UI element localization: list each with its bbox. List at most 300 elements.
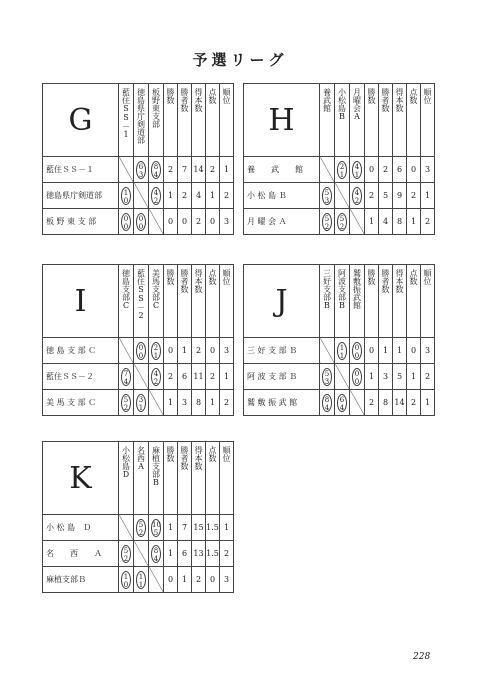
self-match-cell bbox=[350, 209, 365, 235]
self-match-cell bbox=[149, 567, 164, 593]
stat-point: 2 bbox=[192, 567, 206, 593]
match-points: 0 bbox=[354, 343, 360, 352]
stat-rank: 2 bbox=[220, 183, 234, 209]
stat-header bbox=[407, 84, 421, 157]
stat-score: 2 bbox=[206, 364, 220, 390]
match-result-cell bbox=[119, 390, 134, 416]
match-points: 8 bbox=[324, 395, 330, 404]
stat-point: 8 bbox=[192, 390, 206, 416]
stat-win: 0 bbox=[365, 157, 379, 183]
stat-header-label: 順位 bbox=[423, 88, 432, 104]
table-row bbox=[244, 157, 435, 183]
match-points: 7 bbox=[123, 369, 129, 378]
table-row bbox=[43, 567, 234, 593]
table-row bbox=[244, 390, 435, 416]
stat-win: 1 bbox=[164, 541, 178, 567]
stat-header bbox=[164, 265, 178, 338]
stat-header bbox=[178, 442, 192, 515]
match-result-cell bbox=[335, 157, 350, 183]
stat-header-label: 勝数 bbox=[166, 446, 175, 462]
match-result bbox=[151, 368, 161, 386]
stat-point: 9 bbox=[393, 183, 407, 209]
team-header-label: 麻植支部B bbox=[151, 446, 161, 487]
stat-score: 0 bbox=[206, 209, 220, 235]
team-name: 徳 島 支 部 Ｃ bbox=[43, 338, 119, 364]
match-result-cell bbox=[119, 567, 134, 593]
self-match-cell bbox=[320, 157, 335, 183]
match-result-cell bbox=[119, 183, 134, 209]
stat-header-label: 順位 bbox=[222, 88, 231, 104]
stat-winner: 1 bbox=[178, 567, 192, 593]
stat-point: 2 bbox=[192, 338, 206, 364]
match-result bbox=[337, 213, 347, 231]
match-wins: 3 bbox=[324, 196, 330, 205]
stat-rank: 1 bbox=[421, 390, 435, 416]
team-header bbox=[134, 84, 149, 157]
league-letter: J bbox=[244, 265, 320, 338]
match-result-cell bbox=[335, 209, 350, 235]
team-header-label: 徳島支部C bbox=[121, 269, 131, 310]
match-wins: 4 bbox=[123, 377, 129, 386]
match-result bbox=[136, 571, 146, 589]
match-wins: 2 bbox=[324, 222, 330, 231]
match-result bbox=[151, 519, 161, 537]
match-points: 1 bbox=[123, 188, 129, 197]
match-wins: 4 bbox=[324, 403, 330, 412]
team-name: 板 野 東 支 部 bbox=[43, 209, 119, 235]
stat-rank: 3 bbox=[421, 338, 435, 364]
self-match-cell bbox=[119, 515, 134, 541]
stat-rank: 1 bbox=[220, 157, 234, 183]
match-wins: 2 bbox=[123, 403, 129, 412]
match-points: 0 bbox=[138, 343, 144, 352]
team-name: 藍住ＳＳ－２ bbox=[43, 364, 119, 390]
team-header bbox=[350, 84, 365, 157]
table-row bbox=[43, 157, 234, 183]
stat-rank: 1 bbox=[220, 515, 234, 541]
team-header bbox=[119, 84, 134, 157]
stat-winner: 5 bbox=[379, 183, 393, 209]
page-number: 228 bbox=[413, 652, 431, 662]
team-name: 麻植支部Ｂ bbox=[43, 567, 119, 593]
table-row bbox=[43, 183, 234, 209]
match-result bbox=[352, 187, 362, 205]
league-letter: H bbox=[244, 84, 320, 157]
stat-score: 1.5 bbox=[206, 541, 220, 567]
team-header-label: 板野東支部 bbox=[151, 88, 161, 128]
stat-win: 1 bbox=[164, 515, 178, 541]
stat-header bbox=[206, 442, 220, 515]
self-match-cell bbox=[335, 364, 350, 390]
match-result-cell bbox=[350, 157, 365, 183]
stat-winner: 7 bbox=[178, 157, 192, 183]
self-match-cell bbox=[350, 390, 365, 416]
stat-rank: 1 bbox=[421, 183, 435, 209]
stat-winner: 1 bbox=[178, 338, 192, 364]
stat-header bbox=[379, 265, 393, 338]
match-wins: 0 bbox=[123, 580, 129, 589]
match-result-cell bbox=[149, 515, 164, 541]
match-points: 0 bbox=[354, 369, 360, 378]
match-result bbox=[337, 394, 347, 412]
match-result bbox=[322, 213, 332, 231]
match-result bbox=[121, 545, 131, 563]
league-table-h bbox=[243, 83, 435, 235]
match-result-cell bbox=[134, 338, 149, 364]
stat-score: 1 bbox=[206, 390, 220, 416]
match-result-cell bbox=[119, 541, 134, 567]
stat-header-label: 順位 bbox=[423, 269, 432, 285]
stat-win: 0 bbox=[365, 338, 379, 364]
stat-point: 13 bbox=[192, 541, 206, 567]
team-header bbox=[134, 265, 149, 338]
team-name: 徳島県庁剣道部 bbox=[43, 183, 119, 209]
match-points: 0 bbox=[123, 214, 129, 223]
stat-winner: 7 bbox=[178, 515, 192, 541]
team-header-label: 小松島D bbox=[121, 446, 131, 479]
stat-header-label: 得本数 bbox=[194, 269, 203, 293]
match-result-cell bbox=[320, 390, 335, 416]
stat-header-label: 得本数 bbox=[395, 269, 404, 293]
stat-point: 2 bbox=[192, 209, 206, 235]
stat-win: 1 bbox=[365, 364, 379, 390]
match-result-cell bbox=[134, 390, 149, 416]
self-match-cell bbox=[119, 338, 134, 364]
match-result bbox=[322, 187, 332, 205]
match-result-cell bbox=[134, 515, 149, 541]
match-wins: 2 bbox=[339, 222, 345, 231]
match-points: 6 bbox=[339, 395, 345, 404]
team-header-label: 小松島B bbox=[337, 88, 347, 121]
team-name: 藍住ＳＳ－１ bbox=[43, 157, 119, 183]
match-result bbox=[352, 342, 362, 360]
match-points: 5 bbox=[123, 395, 129, 404]
stat-winner: 6 bbox=[178, 541, 192, 567]
league-letter: I bbox=[43, 265, 119, 338]
match-result-cell bbox=[134, 209, 149, 235]
match-wins: 4 bbox=[153, 554, 159, 563]
team-name: 名 西 Ａ bbox=[43, 541, 119, 567]
stat-point: 5 bbox=[393, 364, 407, 390]
team-header bbox=[149, 442, 164, 515]
league-letter: K bbox=[43, 442, 119, 515]
stat-winner: 1 bbox=[379, 338, 393, 364]
stat-score: 2 bbox=[407, 390, 421, 416]
match-result bbox=[136, 161, 146, 179]
team-name: 三 好 支 部 Ｂ bbox=[244, 338, 320, 364]
match-points: 8 bbox=[153, 162, 159, 171]
stat-score: 1.5 bbox=[206, 515, 220, 541]
match-result bbox=[352, 368, 362, 386]
stat-header bbox=[178, 84, 192, 157]
team-name: 鷲 敷 振 武 館 bbox=[244, 390, 320, 416]
match-wins: 0 bbox=[138, 222, 144, 231]
stat-winner: 2 bbox=[379, 157, 393, 183]
match-result bbox=[352, 161, 362, 179]
stat-point: 15 bbox=[192, 515, 206, 541]
match-wins: 1 bbox=[138, 580, 144, 589]
league-table-j bbox=[243, 264, 435, 416]
stat-score: 1 bbox=[407, 364, 421, 390]
stat-score: 2 bbox=[407, 183, 421, 209]
stat-win: 2 bbox=[164, 157, 178, 183]
team-header-label: 美馬支部C bbox=[151, 269, 161, 310]
match-result-cell bbox=[350, 338, 365, 364]
stat-header bbox=[164, 442, 178, 515]
stat-header-label: 得本数 bbox=[395, 88, 404, 112]
table-row bbox=[43, 209, 234, 235]
stat-score: 1 bbox=[206, 183, 220, 209]
stat-winner: 0 bbox=[178, 209, 192, 235]
table-row bbox=[43, 541, 234, 567]
stat-rank: 3 bbox=[421, 157, 435, 183]
match-result bbox=[121, 394, 131, 412]
team-header-label: 名西A bbox=[136, 446, 146, 471]
stat-winner: 2 bbox=[178, 183, 192, 209]
stat-point: 8 bbox=[393, 209, 407, 235]
stat-winner: 3 bbox=[379, 364, 393, 390]
match-result bbox=[136, 342, 146, 360]
stat-win: 0 bbox=[164, 209, 178, 235]
self-match-cell bbox=[320, 338, 335, 364]
stat-header-label: 得本数 bbox=[194, 446, 203, 470]
stat-winner: 8 bbox=[379, 390, 393, 416]
stat-header bbox=[365, 84, 379, 157]
self-match-cell bbox=[119, 157, 134, 183]
stat-rank: 3 bbox=[220, 567, 234, 593]
team-header bbox=[335, 84, 350, 157]
match-result bbox=[121, 368, 131, 386]
self-match-cell bbox=[134, 183, 149, 209]
stat-rank: 1 bbox=[220, 364, 234, 390]
team-header-label: 三好支部B bbox=[322, 269, 332, 310]
team-header bbox=[119, 265, 134, 338]
match-points: 5 bbox=[324, 369, 330, 378]
team-header-label: 徳島県庁剣道部 bbox=[136, 88, 146, 144]
stat-header-label: 勝者数 bbox=[381, 88, 390, 112]
stat-header-label: 勝数 bbox=[166, 88, 175, 104]
match-wins: 2 bbox=[153, 377, 159, 386]
match-result bbox=[322, 394, 332, 412]
table-row bbox=[244, 209, 435, 235]
stat-rank: 2 bbox=[421, 364, 435, 390]
match-wins: 4 bbox=[153, 170, 159, 179]
match-result bbox=[322, 368, 332, 386]
stat-header bbox=[192, 265, 206, 338]
stat-win: 2 bbox=[365, 390, 379, 416]
match-points: 4 bbox=[153, 369, 159, 378]
league-table-g bbox=[42, 83, 234, 235]
match-wins: 5 bbox=[153, 528, 159, 537]
stat-point: 11 bbox=[192, 364, 206, 390]
match-result-cell bbox=[335, 390, 350, 416]
self-match-cell bbox=[134, 364, 149, 390]
self-match-cell bbox=[335, 183, 350, 209]
table-row bbox=[244, 338, 435, 364]
table-row bbox=[43, 390, 234, 416]
stat-win: 1 bbox=[164, 183, 178, 209]
stat-win: 0 bbox=[164, 338, 178, 364]
team-header bbox=[149, 265, 164, 338]
stat-header-label: 点数 bbox=[208, 446, 217, 462]
match-points: 8 bbox=[153, 546, 159, 555]
table-row bbox=[43, 338, 234, 364]
team-header-label: 藍住SS－2 bbox=[136, 269, 146, 320]
stat-rank: 3 bbox=[220, 209, 234, 235]
match-wins: 2 bbox=[138, 528, 144, 537]
team-name: 小 松 島 Ｄ bbox=[43, 515, 119, 541]
match-result bbox=[136, 519, 146, 537]
match-result bbox=[121, 187, 131, 205]
stat-header-label: 順位 bbox=[222, 269, 231, 285]
match-wins: 2 bbox=[153, 196, 159, 205]
stat-winner: 6 bbox=[178, 364, 192, 390]
stat-winner: 3 bbox=[178, 390, 192, 416]
match-result bbox=[151, 161, 161, 179]
stat-win: 1 bbox=[164, 390, 178, 416]
match-result-cell bbox=[320, 364, 335, 390]
stat-header bbox=[421, 265, 435, 338]
match-result-cell bbox=[350, 364, 365, 390]
match-result bbox=[136, 213, 146, 231]
team-header bbox=[119, 442, 134, 515]
stat-header-label: 点数 bbox=[208, 88, 217, 104]
team-header bbox=[335, 265, 350, 338]
self-match-cell bbox=[149, 209, 164, 235]
match-wins: 4 bbox=[339, 403, 345, 412]
stat-header bbox=[220, 265, 234, 338]
stat-header bbox=[379, 84, 393, 157]
league-table-i bbox=[42, 264, 234, 416]
stat-header bbox=[220, 442, 234, 515]
self-match-cell bbox=[134, 541, 149, 567]
match-wins: 0 bbox=[354, 351, 360, 360]
team-name: 阿 波 支 部 Ｂ bbox=[244, 364, 320, 390]
match-result-cell bbox=[320, 209, 335, 235]
league-table-k bbox=[42, 441, 234, 593]
stat-header bbox=[192, 84, 206, 157]
match-result-cell bbox=[149, 183, 164, 209]
stat-header bbox=[393, 84, 407, 157]
match-wins: 2 bbox=[354, 196, 360, 205]
stat-score: 0 bbox=[206, 567, 220, 593]
match-wins: 1 bbox=[339, 170, 345, 179]
match-result-cell bbox=[119, 364, 134, 390]
match-result-cell bbox=[335, 338, 350, 364]
match-result-cell bbox=[149, 338, 164, 364]
stat-header bbox=[407, 265, 421, 338]
match-result-cell bbox=[149, 157, 164, 183]
stat-point: 4 bbox=[192, 183, 206, 209]
match-wins: 0 bbox=[123, 222, 129, 231]
match-points: 3 bbox=[138, 395, 144, 404]
match-result bbox=[151, 545, 161, 563]
match-points: 1 bbox=[123, 572, 129, 581]
team-header bbox=[320, 84, 335, 157]
stat-score: 1 bbox=[407, 209, 421, 235]
match-points: 2 bbox=[153, 343, 159, 352]
stat-header-label: 点数 bbox=[409, 269, 418, 285]
league-letter: G bbox=[43, 84, 119, 157]
match-points: 1 bbox=[138, 572, 144, 581]
stat-header bbox=[393, 265, 407, 338]
team-header-label: 藍住SS－1 bbox=[121, 88, 131, 139]
match-wins: 0 bbox=[138, 351, 144, 360]
team-name: 養 武 館 bbox=[244, 157, 320, 183]
team-header-label: 養武館 bbox=[322, 88, 332, 112]
team-header bbox=[320, 265, 335, 338]
match-points: 10 bbox=[152, 520, 161, 529]
stat-rank: 2 bbox=[220, 541, 234, 567]
stat-score: 0 bbox=[407, 338, 421, 364]
stat-header-label: 勝数 bbox=[166, 269, 175, 285]
stat-point: 1 bbox=[393, 338, 407, 364]
stat-header-label: 得本数 bbox=[194, 88, 203, 112]
stat-win: 0 bbox=[164, 567, 178, 593]
stat-header bbox=[365, 265, 379, 338]
match-wins: 1 bbox=[138, 403, 144, 412]
stat-header-label: 点数 bbox=[409, 88, 418, 104]
stat-point: 14 bbox=[393, 390, 407, 416]
stat-header bbox=[220, 84, 234, 157]
stat-header-label: 勝者数 bbox=[180, 88, 189, 112]
stat-header bbox=[192, 442, 206, 515]
team-header-label: 鷲敷振武館 bbox=[352, 269, 362, 309]
team-name: 小 松 島 Ｂ bbox=[244, 183, 320, 209]
match-points: 4 bbox=[354, 188, 360, 197]
match-result-cell bbox=[119, 209, 134, 235]
match-result bbox=[121, 571, 131, 589]
match-result bbox=[337, 342, 347, 360]
team-header bbox=[149, 84, 164, 157]
team-header-label: 月曜会A bbox=[352, 88, 362, 121]
match-points: 2 bbox=[339, 162, 345, 171]
match-result bbox=[151, 342, 161, 360]
match-points: 5 bbox=[138, 520, 144, 529]
stat-point: 6 bbox=[393, 157, 407, 183]
match-wins: 1 bbox=[354, 170, 360, 179]
stat-point: 14 bbox=[192, 157, 206, 183]
match-result bbox=[337, 161, 347, 179]
stat-winner: 4 bbox=[379, 209, 393, 235]
match-result-cell bbox=[134, 567, 149, 593]
match-points: 5 bbox=[324, 188, 330, 197]
match-points: 4 bbox=[153, 188, 159, 197]
stat-header bbox=[206, 265, 220, 338]
stat-header-label: 順位 bbox=[222, 446, 231, 462]
team-header bbox=[134, 442, 149, 515]
match-wins: 2 bbox=[123, 554, 129, 563]
stat-score: 0 bbox=[407, 157, 421, 183]
team-name: 美 馬 支 部 Ｃ bbox=[43, 390, 119, 416]
table-row bbox=[244, 183, 435, 209]
table-row bbox=[43, 364, 234, 390]
self-match-cell bbox=[149, 390, 164, 416]
team-header bbox=[350, 265, 365, 338]
stat-win: 2 bbox=[365, 183, 379, 209]
match-result bbox=[121, 213, 131, 231]
stat-header bbox=[421, 84, 435, 157]
match-points: 6 bbox=[138, 162, 144, 171]
stat-score: 0 bbox=[206, 338, 220, 364]
match-wins: 1 bbox=[339, 351, 345, 360]
match-points: 0 bbox=[138, 214, 144, 223]
stat-header bbox=[164, 84, 178, 157]
stat-header-label: 勝者数 bbox=[180, 446, 189, 470]
stat-win: 1 bbox=[365, 209, 379, 235]
stat-rank: 2 bbox=[220, 390, 234, 416]
stat-score: 2 bbox=[206, 157, 220, 183]
